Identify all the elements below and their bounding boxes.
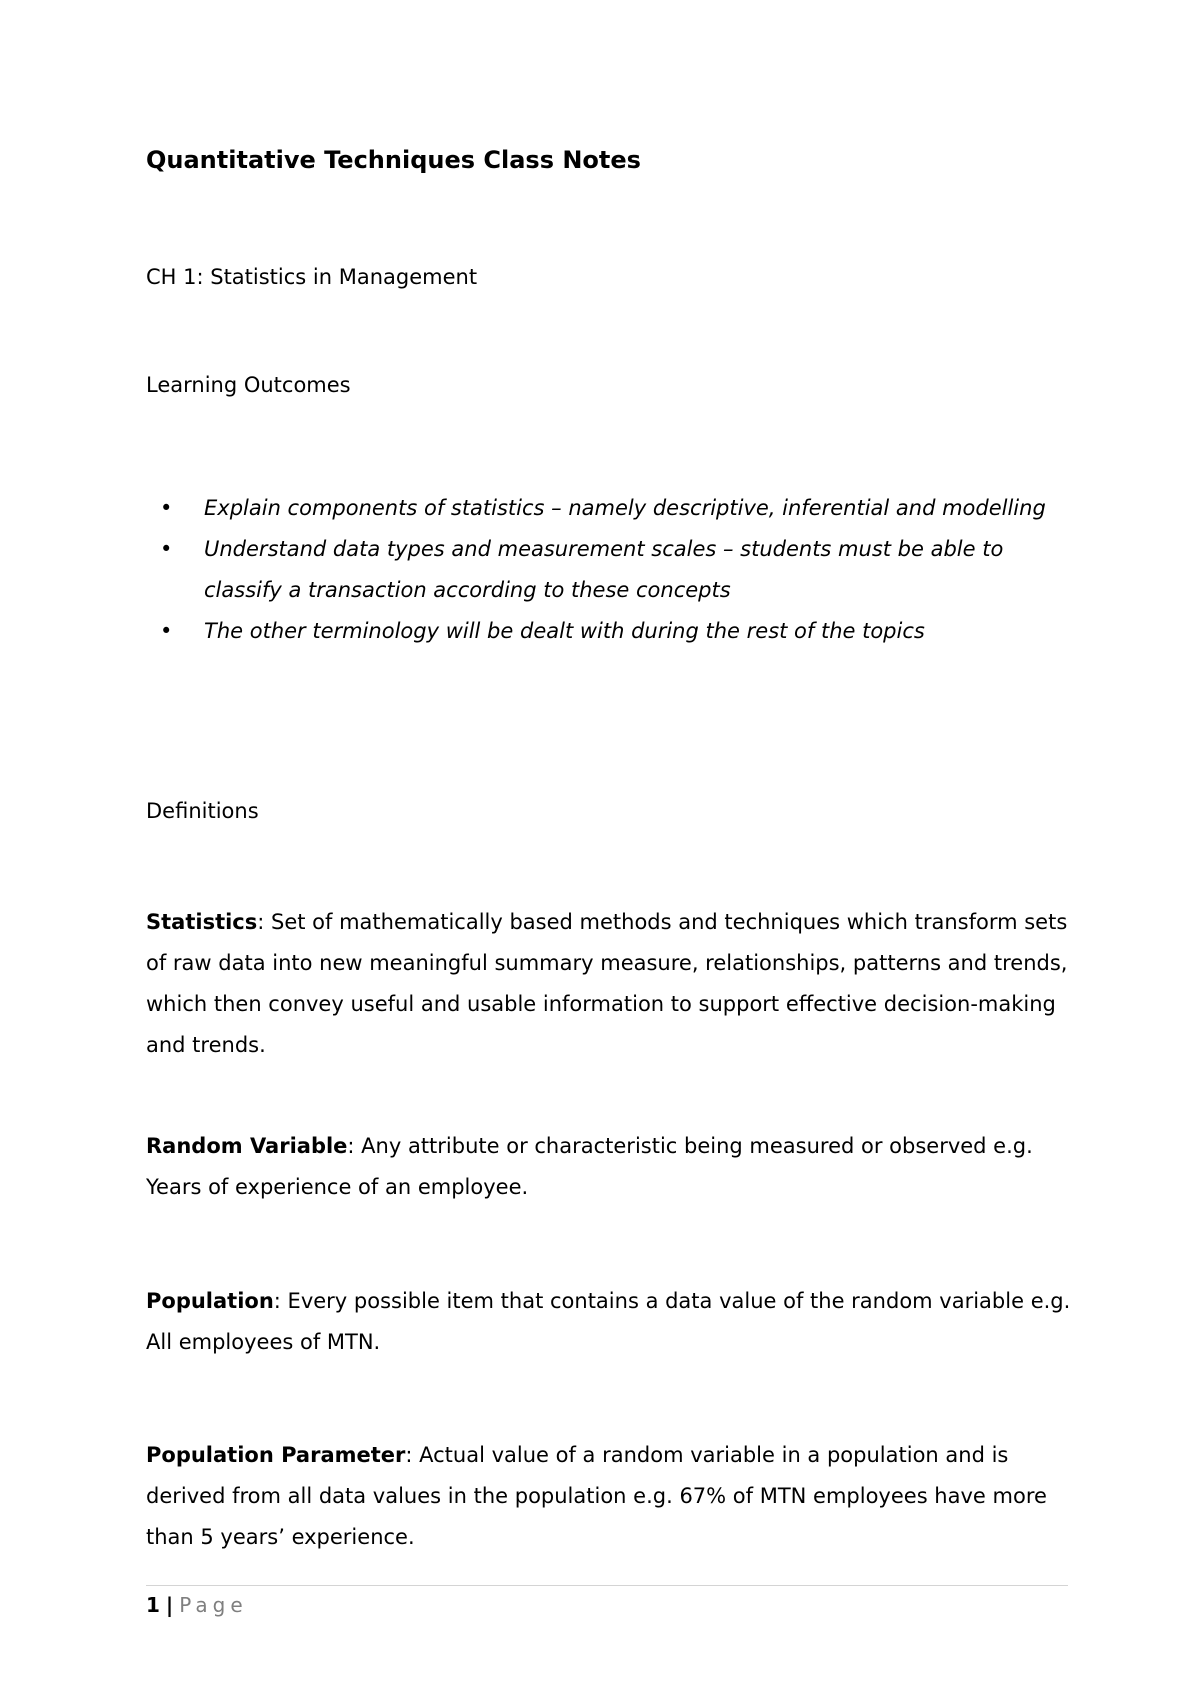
definition-text: : Set of mathematically based methods and techniques which transform sets of raw data into new meaningful summary measure, relationships, patterns and trends, which then convey useful and usable information to support effective decision-making and trends. bbox=[146, 910, 1068, 1057]
definition-term: Population bbox=[146, 1289, 274, 1313]
learning-outcomes-list bbox=[146, 488, 1076, 652]
list-item bbox=[146, 611, 1076, 652]
bullet-icon: • bbox=[160, 619, 173, 643]
page-label: Page bbox=[179, 1593, 248, 1617]
page-separator: | bbox=[165, 1593, 174, 1617]
list-item-text: The other terminology will be dealt with during the rest of the topics bbox=[204, 619, 925, 643]
definition-text: : Any attribute or characteristic being measured or observed e.g. Years of experience of an employee. bbox=[146, 1134, 1033, 1199]
definitions-heading: Definitions bbox=[146, 799, 259, 823]
bullet-icon: • bbox=[160, 496, 173, 520]
chapter-heading: CH 1: Statistics in Management bbox=[146, 265, 478, 289]
page-number: 1 bbox=[146, 1593, 160, 1617]
definition-text: : Every possible item that contains a data value of the random variable e.g. All employees of MTN. bbox=[146, 1289, 1071, 1354]
definition-random-variable bbox=[146, 1126, 1076, 1208]
definition-term: Population Parameter bbox=[146, 1443, 406, 1467]
definition-term: Random Variable bbox=[146, 1134, 348, 1158]
list-item bbox=[146, 488, 1076, 529]
list-item-text: Explain components of statistics – namely descriptive, inferential and modelling bbox=[204, 496, 1046, 520]
list-item bbox=[146, 529, 1076, 611]
footer-divider bbox=[146, 1585, 1068, 1586]
definition-population-parameter bbox=[146, 1435, 1076, 1558]
definition-term: Statistics bbox=[146, 910, 258, 934]
list-item-text: Understand data types and measurement scales – students must be able to classify a transaction according to these concepts bbox=[204, 537, 1004, 602]
bullet-icon: • bbox=[160, 537, 173, 561]
page-footer bbox=[146, 1590, 248, 1620]
learning-outcomes-heading: Learning Outcomes bbox=[146, 373, 351, 397]
definition-text: : Actual value of a random variable in a population and is derived from all data values in the population e.g. 67% of MTN employees have more than 5 years’ experience. bbox=[146, 1443, 1047, 1549]
definition-population bbox=[146, 1281, 1076, 1363]
document-title: Quantitative Techniques Class Notes bbox=[146, 146, 641, 174]
definition-statistics bbox=[146, 902, 1076, 1066]
